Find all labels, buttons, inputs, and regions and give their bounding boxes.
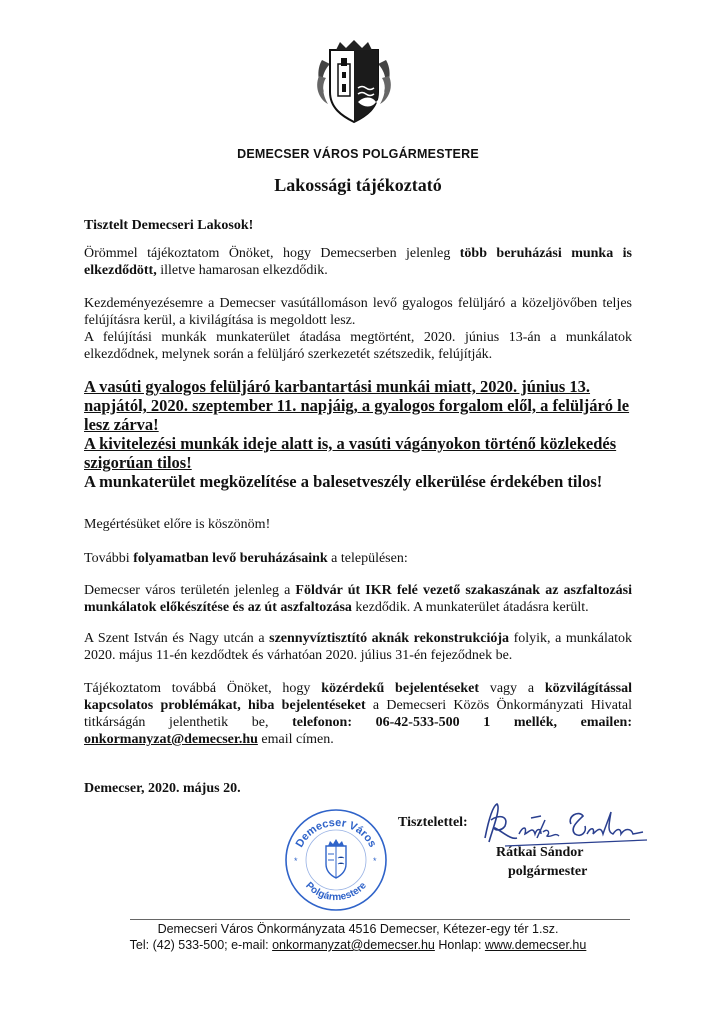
closure-warning-dates: A vasúti gyalogos felüljáró karbantartási munkái miatt, 2020. június 13. napjától, 2020. szeptember 11. napjáig, a gyalogos forgalom elől, a felüljáró le lesz zárva!: [84, 377, 630, 434]
document-title: Lakossági tájékoztató: [274, 175, 442, 195]
stamp-text-top: Demecser Város: [293, 816, 379, 850]
thanks-sentence: Megértésüket előre is köszönöm!: [84, 517, 271, 532]
issuer-heading: DEMECSER VÁROS POLGÁRMESTERE: [237, 147, 479, 161]
paragraph-investments-intro: Örömmel tájékoztatom Önöket, hogy Demecserben jelenleg több beruházási munka is elkezdődött, illetve hamarosan elkezdődik.: [84, 246, 632, 278]
footbridge-handover-text: A felújítási munkák munkaterület átadása megtörtént, 2020. június 13-án a munkálatok elkezdődnek, melynek során a felüljáró szerkezetét szétszedik, felújítják.: [84, 330, 632, 362]
official-stamp: [284, 808, 388, 912]
paragraph-asphalting: Demecser város területén jelenleg a Földvár út IKR felé vezető szakaszának az aszfaltozási munkálatok előkészítése és az út aszfaltozása kezdődik. A munkaterület átadásra került.: [84, 583, 632, 615]
footer-homepage-link[interactable]: www.demecser.hu: [484, 938, 587, 952]
letter-date: Demecser, 2020. május 20.: [84, 781, 241, 796]
footer-divider: [130, 919, 630, 920]
svg-text:*: *: [373, 856, 377, 866]
paragraph-footbridge: [84, 295, 632, 363]
paragraph-sewage-reconstruction: A Szent István és Nagy utcán a szennyvíztisztító aknák rekonstrukciója folyik, a munkálatok 2020. május 11-én kezdődtek és várhatóan 2020. július 31-én fejeződnek be.: [84, 631, 632, 663]
signer-name: Rátkai Sándor: [496, 845, 584, 860]
svg-text:*: *: [294, 856, 298, 866]
closing-phrase: Tisztelettel:: [398, 815, 468, 830]
track-crossing-prohibition: A kivitelezési munkák ideje alatt is, a vasúti vágányokon történő közlekedés szigorúan tilos!: [84, 434, 617, 472]
closure-warning: [84, 377, 632, 491]
further-investments-heading: További folyamatban levő beruházásaink a településen:: [84, 551, 408, 566]
footer-contact: Tel: (42) 533-500; e-mail: onkormanyzat@demecser.hu Honlap: www.demecser.hu: [129, 938, 587, 952]
contact-email-link[interactable]: onkormanyzat@demecser.hu: [84, 732, 258, 747]
worksite-access-prohibition: A munkaterület megközelítése a balesetveszély elkerülése érdekében tilos!: [84, 472, 603, 491]
paragraph-contact: Tájékoztatom továbbá Önöket, hogy közérdekű bejelentéseket vagy a közvilágítással kapcsolatos problémákat, hiba bejelentéseket a Demecseri Közös Önkormányzati Hivatal titkárságán jelenthetik be, telefonon: 06-42-533-500 1 mellék, emailen: onkormanyzat@demecser.hu email címen.: [84, 681, 632, 747]
footbridge-renovation-text: Kezdeményezésemre a Demecser vasútállomáson levő gyalogos felüljáró a közeljövőben teljes felújításra kerül, a kivilágítása is megoldott lesz.: [84, 296, 632, 328]
footer-address: Demecseri Város Önkormányzata 4516 Demecser, Kétezer-egy tér 1.sz.: [157, 922, 559, 936]
salutation: Tisztelt Demecseri Lakosok!: [84, 218, 254, 233]
stamp-text-bottom: Polgármestere: [303, 880, 369, 904]
signer-title: polgármester: [508, 864, 588, 879]
city-coat-of-arms-logo: [314, 40, 394, 124]
footer-email-link[interactable]: onkormanyzat@demecser.hu: [272, 938, 435, 952]
